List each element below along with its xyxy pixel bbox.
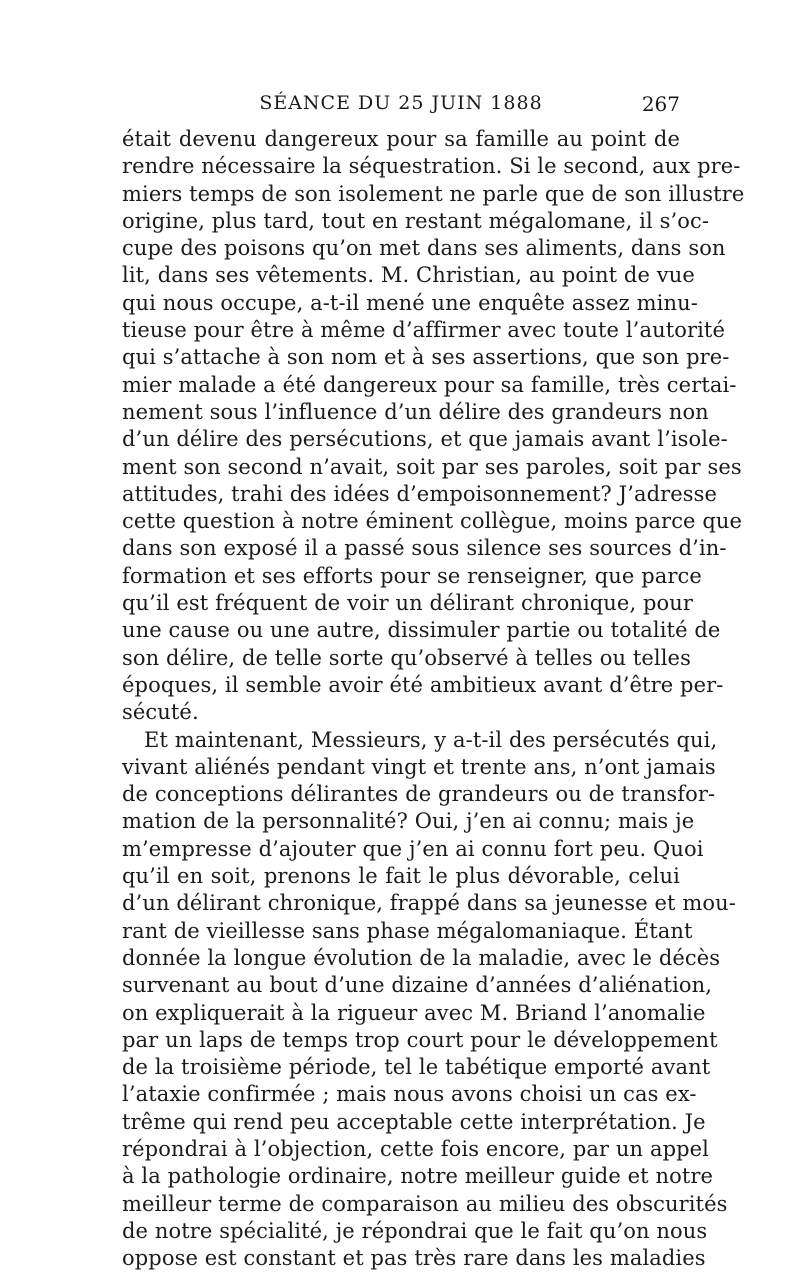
text-line: ment son second n’avait, soit par ses paroles, soit par ses xyxy=(122,454,742,479)
text-line: de conceptions délirantes de grandeurs ou de transfor- xyxy=(122,782,716,807)
text-line: une cause ou une autre, dissimuler partie ou totalité de xyxy=(122,618,721,643)
text-line: miers temps de son isolement ne parle que de son illustre xyxy=(122,181,745,206)
text-line: de notre spécialité, je répondrai que le fait qu’on nous xyxy=(122,1218,708,1243)
text-line: oppose est constant et pas très rare dans les maladies xyxy=(122,1246,706,1271)
text-line: origine, plus tard, tout en restant mégalomane, il s’oc- xyxy=(122,208,710,233)
text-line: de la troisième période, tel le tabétique emporté avant xyxy=(122,1055,711,1080)
text-line: m’empresse d’ajouter que j’en ai connu fort peu. Quoi xyxy=(122,836,704,861)
text-line: dans son exposé il a passé sous silence ses sources d’in- xyxy=(122,536,727,561)
running-title: SÉANCE DU 25 JUIN 1888 xyxy=(259,92,543,114)
text-line: cupe des poisons qu’on met dans ses aliments, dans son xyxy=(122,236,726,261)
text-line: était devenu dangereux pour sa famille au point de xyxy=(122,127,680,151)
body-text xyxy=(122,126,745,1272)
text-line: à la pathologie ordinaire, notre meilleur guide et notre xyxy=(122,1164,714,1189)
text-line: répondrai à l’objection, cette fois encore, par un appel xyxy=(122,1136,709,1161)
text-line: mation de la personnalité? Oui, j’en ai connu; mais je xyxy=(122,809,695,834)
text-line: son délire, de telle sorte qu’observé à telles ou telles xyxy=(122,645,691,670)
text-line: époques, il semble avoir été ambitieux avant d’être per- xyxy=(122,672,724,697)
text-line: qui s’attache à son nom et à ses assertions, que son pre- xyxy=(122,345,730,370)
text-line: qu’il en soit, prenons le fait le plus dévorable, celui xyxy=(122,864,680,889)
text-line: donnée la longue évolution de la maladie, avec le décès xyxy=(122,945,721,970)
text-line: nement sous l’influence d’un délire des grandeurs non xyxy=(122,399,709,424)
text-line: rant de vieillesse sans phase mégalomaniaque. Étant xyxy=(122,918,693,943)
text-line: sécuté. xyxy=(122,700,199,725)
text-line: cette question à notre éminent collègue, moins parce que xyxy=(122,509,743,534)
text-line: tieuse pour être à même d’affirmer avec toute l’autorité xyxy=(122,318,726,343)
text-line: l’ataxie confirmée ; mais nous avons choisi un cas ex- xyxy=(122,1082,697,1107)
text-line: trême qui rend peu acceptable cette interprétation. Je xyxy=(122,1109,706,1134)
text-line: d’un délire des persécutions, et que jamais avant l’isole- xyxy=(122,427,728,452)
text-line: lit, dans ses vêtements. M. Christian, au point de vue xyxy=(122,263,695,288)
text-line: par un laps de temps trop court pour le développement xyxy=(122,1027,718,1052)
text-line: rendre nécessaire la séquestration. Si le second, aux pre- xyxy=(122,154,741,179)
text-line: vivant aliénés pendant vingt et trente ans, n’ont jamais xyxy=(122,754,716,779)
page-number: 267 xyxy=(641,92,680,116)
text-line: survenant au bout d’une dizaine d’années d’aliénation, xyxy=(122,973,713,998)
running-header xyxy=(122,92,680,120)
text-line: Et maintenant, Messieurs, y a-t-il des persécutés qui, xyxy=(144,727,718,752)
text-line: d’un délirant chronique, frappé dans sa jeunesse et mou- xyxy=(122,891,736,916)
text-line: attitudes, trahi des idées d’empoisonnement? J’adresse xyxy=(122,481,718,506)
text-line: qui nous occupe, a-t-il mené une enquête assez minu- xyxy=(122,290,698,315)
text-line: mier malade a été dangereux pour sa famille, très certai- xyxy=(122,372,737,397)
text-line: on expliquerait à la rigueur avec M. Briand l’anomalie xyxy=(122,1000,706,1025)
text-line: formation et ses efforts pour se renseigner, que parce xyxy=(122,563,702,588)
text-line: qu’il est fréquent de voir un délirant chronique, pour xyxy=(122,591,694,616)
text-line: meilleur terme de comparaison au milieu des obscurités xyxy=(122,1191,728,1216)
